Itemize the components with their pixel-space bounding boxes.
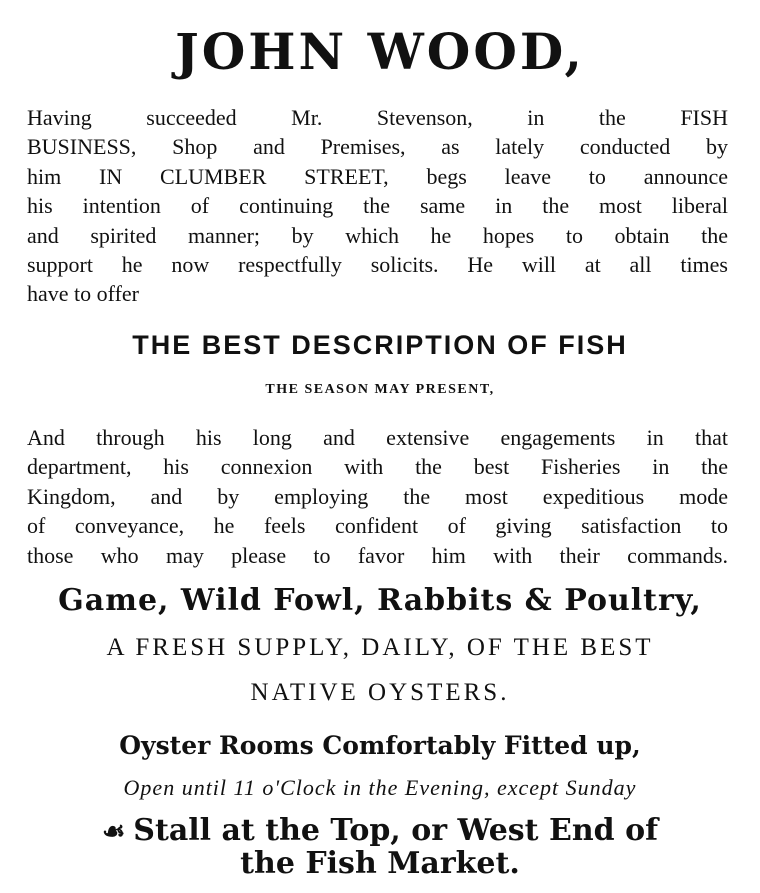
stall-location xyxy=(0,815,760,879)
text-line: his intention of continuing the same in the most liberal xyxy=(27,193,728,219)
stall-line-2: the Fish Market. xyxy=(240,846,520,881)
intro-paragraph xyxy=(27,103,728,309)
text-line: him IN CLUMBER STREET, begs leave to announce xyxy=(27,163,728,189)
text-line: department, his connexion with the best Fisheries in the xyxy=(27,454,728,480)
season-subheading: THE SEASON MAY PRESENT, xyxy=(265,382,495,397)
stall-text: Stall at the Top, or West End of xyxy=(133,813,658,848)
game-line: Game, Wild Fowl, Rabbits & Poultry, xyxy=(58,583,702,618)
stall-line-1 xyxy=(0,815,760,848)
fresh-supply-line: A FRESH SUPPLY, DAILY, OF THE BEST xyxy=(106,634,654,661)
text-line: Having succeeded Mr. Stevenson, in the FISH xyxy=(27,105,728,130)
text-line: BUSINESS, Shop and Premises, as lately conducted by xyxy=(27,134,728,160)
text-line: of conveyance, he feels confident of giving satisfaction to xyxy=(27,513,728,539)
native-oysters-line: NATIVE OYSTERS. xyxy=(250,679,510,706)
opening-hours-line: Open until 11 o'Clock in the Evening, except Sunday xyxy=(123,775,637,800)
oyster-rooms-line: Oyster Rooms Comfortably Fitted up, xyxy=(119,731,641,760)
fish-heading: THE BEST DESCRIPTION OF FISH xyxy=(132,330,628,360)
advert-title: JOHN WOOD, xyxy=(175,22,585,81)
text-line: those who may please to favor him with their commands. xyxy=(27,542,728,568)
text-line: and spirited manner; by which he hopes to obtain the xyxy=(27,222,728,248)
engagements-paragraph xyxy=(27,423,728,570)
text-line: Kingdom, and by employing the most expeditious mode xyxy=(27,483,728,509)
ornament-icon: ☙ xyxy=(101,817,126,847)
text-line: support he now respectfully solicits. He will at all times xyxy=(27,251,728,277)
text-line: And through his long and extensive engagements in that xyxy=(27,425,728,450)
text-line: have to offer xyxy=(27,281,139,307)
